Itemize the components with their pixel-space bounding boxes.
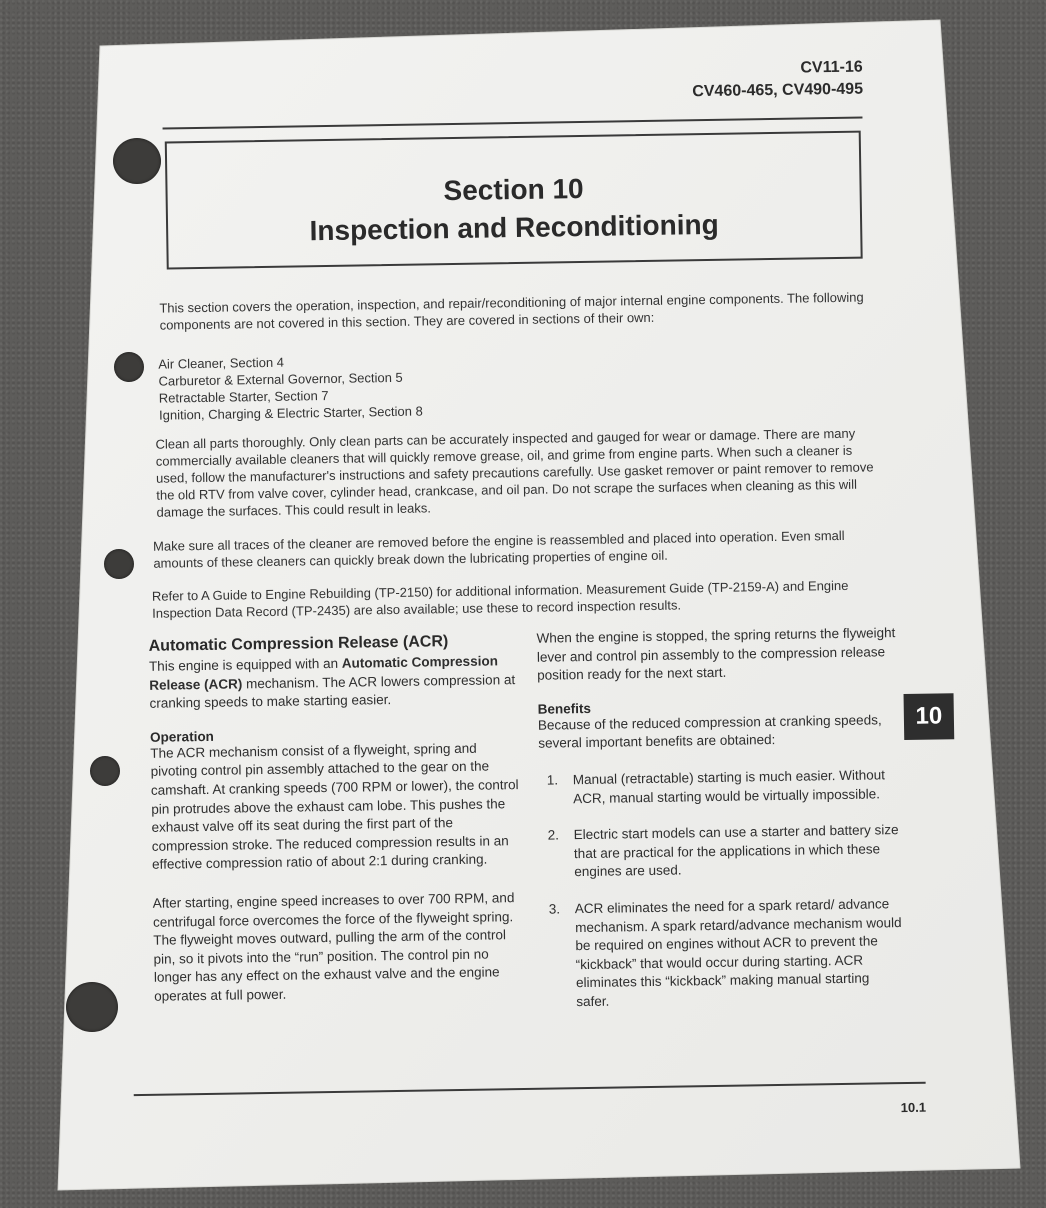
acr-intro-text: This engine is equipped with an <box>148 655 342 674</box>
list-item: Carburetor & External Governor, Section 5 <box>158 369 403 389</box>
engine-stopped-paragraph: When the engine is stopped, the spring returns the flyweight lever and control pin assembly to the compression release position ready for the next start. <box>536 625 896 683</box>
footer-rule <box>134 1082 926 1096</box>
reference-paragraph: Refer to A Guide to Engine Rebuilding (TP-2150) for additional information. Measurement Guide (TP-2159-A) and Engine Inspection Data Record (TP-2435) are also available; use these to record inspection results. <box>151 577 849 621</box>
list-item-number: 2. <box>547 827 560 843</box>
section-title-box <box>165 131 863 270</box>
page-number: 10.1 <box>900 1099 927 1116</box>
list-item-number: 3. <box>548 901 561 917</box>
list-item-text: ACR eliminates the need for a spark retard/ advance mechanism. A spark retard/advance mechanism would be required on engines without ACR to prevent the “kickback” that would occur during starting. ACR eliminates this “kickback” making manual starting safer. <box>574 896 902 1010</box>
covered-sections-list <box>158 348 659 424</box>
acr-heading: Automatic Compression Release (ACR) <box>148 633 449 655</box>
intro-paragraph: This section covers the operation, inspection, and repair/reconditioning of major internal engine components. The following components are not covered in this section. They are covered in sections of their own: <box>159 289 864 333</box>
cleaner-traces-paragraph: Make sure all traces of the cleaner are removed before the engine is reassembled and placed into operation. Even small amounts of these cleaners can quickly break down the lubricating properties of engine oil. <box>152 527 845 571</box>
operation-heading: Operation <box>149 728 214 745</box>
list-item-number: 1. <box>546 772 559 788</box>
model-header <box>692 57 863 104</box>
after-starting-paragraph: After starting, engine speed increases to over 700 RPM, and centrifugal force overcomes the force of the flyweight spring. The flyweight moves outward, pulling the arm of the control pin, so it pivots into the “run” position. The control pin no longer has any effect on the exhaust valve and the engine operates at full power. <box>152 890 515 1004</box>
benefits-list <box>547 766 905 1012</box>
model-range: CV460-465, CV490-495 <box>692 80 864 101</box>
list-item: Ignition, Charging & Electric Starter, Section 8 <box>158 403 423 423</box>
list-item: Air Cleaner, Section 4 <box>158 354 285 372</box>
section-title: Inspection and Reconditioning <box>309 208 719 247</box>
cleaning-paragraph: Clean all parts thoroughly. Only clean parts can be accurately inspected and gauged for wear or damage. There are many commercially available cleaners that will quickly remove grease, oil, and grime from engine parts. When such a cleaner is used, follow the manufacturer's instructions and safety precautions carefully. Use gasket remover or paint remover to remove the old RTV from valve cover, cylinder head, crankcase, and oil pan. Do not scrape the surfaces when cleaning as this will damage the surfaces. This could result in leaks. <box>155 425 874 520</box>
list-item <box>549 895 905 1012</box>
acr-left-column <box>149 632 525 1006</box>
list-item-text: Manual (retractable) starting is much easier. Without ACR, manual starting would be virtually impossible. <box>572 767 886 806</box>
list-item: Retractable Starter, Section 7 <box>158 387 329 406</box>
benefits-intro: Because of the reduced compression at cranking speeds, several important benefits are obtained: <box>537 712 882 752</box>
benefits-heading: Benefits <box>537 700 592 717</box>
list-item <box>548 821 903 882</box>
list-item-text: Electric start models can use a starter and battery size that are practical for the applications in which these engines are used. <box>573 822 899 880</box>
acr-intro-bold: Automatic Compression Release (ACR) <box>149 653 498 693</box>
section-number: Section 10 <box>443 172 584 207</box>
header-rule <box>163 117 863 130</box>
acr-intro <box>149 652 520 714</box>
list-item <box>547 766 902 809</box>
section-tab-marker: 10 <box>904 693 955 740</box>
acr-intro-text-end: mechanism. The ACR lowers compression at cranking speeds to make starting easier. <box>149 671 516 712</box>
acr-right-column <box>536 624 904 1030</box>
model-code: CV11-16 <box>800 58 863 77</box>
operation-paragraph: The ACR mechanism consist of a flyweight, spring and pivoting control pin assembly attached to the gear on the camshaft. At cranking speeds (700 RPM or lower), the control pin protrudes above the exhaust cam lobe. This pushes the exhaust valve off its seat during the first part of the compression stroke. The reduced compression results in an effective compression ratio of about 2:1 during cranking. <box>150 740 519 873</box>
